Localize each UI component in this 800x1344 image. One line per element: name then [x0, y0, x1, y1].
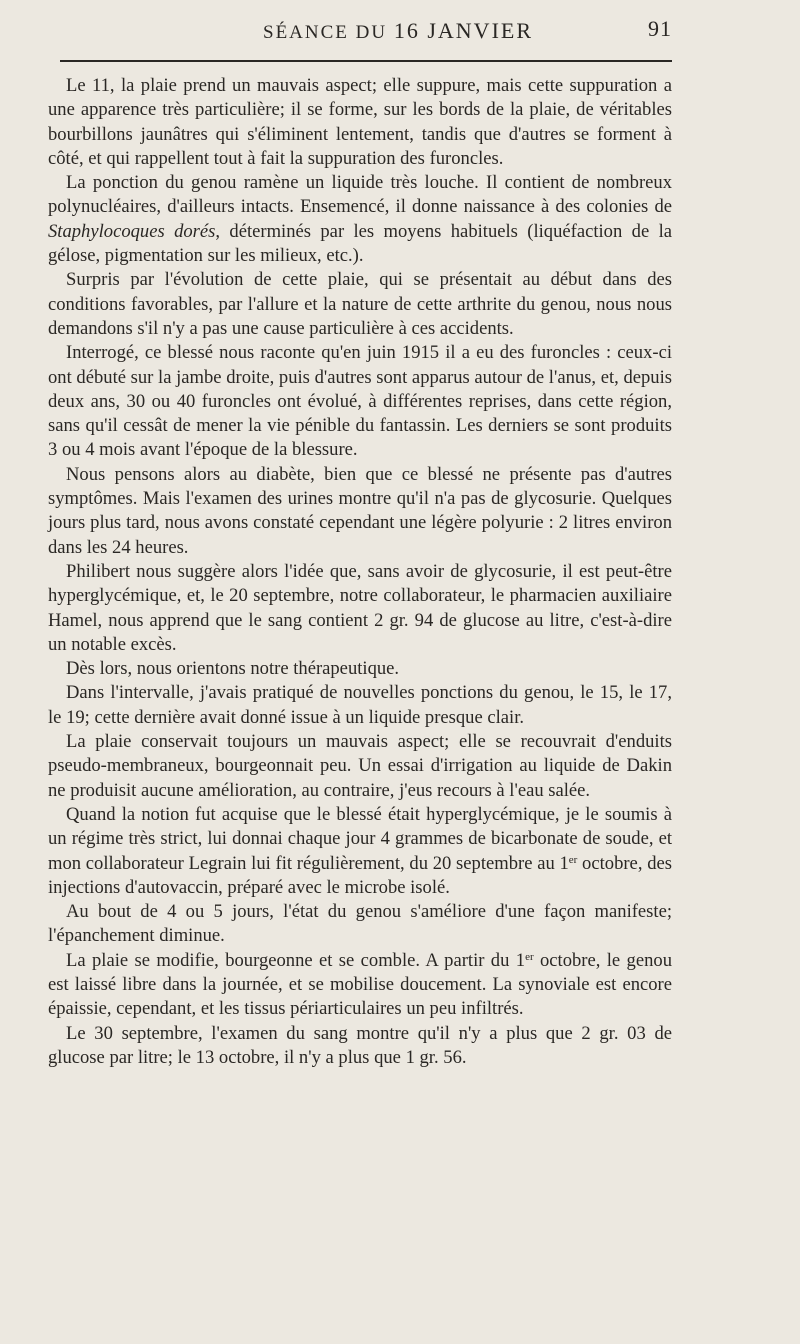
- italic-term: Staphylocoques dorés: [48, 220, 216, 242]
- paragraph: Philibert nous suggère alors l'idée que, sans avoir de glycosurie, il est peut-être hyperglycémique, et, le 20 septembre, notre collaborateur, le pharmacien auxiliaire Hamel, nous apprend que le sang contient 2 gr. 94 de glucose au litre, c'est-à-dire un notable excès.: [48, 560, 672, 655]
- paragraph: Nous pensons alors au diabète, bien que ce blessé ne présente pas d'autres symptômes. Mais l'examen des urines montre qu'il n'a pas de glycosurie. Quelques jours plus tard, nous avons constaté cependant une légère polyurie : 2 litres environ dans les 24 heures.: [48, 463, 672, 558]
- paragraph: Dans l'intervalle, j'avais pratiqué de nouvelles ponctions du genou, le 15, le 17, le 19; cette dernière avait donné issue à un liquide presque clair.: [48, 682, 672, 728]
- paragraph-text: octobre, des injections d'autovaccin, préparé avec le microbe isolé.: [48, 852, 672, 898]
- paragraph-text: La plaie se modifie, bourgeonne et se comble. A partir du 1: [66, 949, 526, 971]
- running-head-text: SÉANCE DU: [263, 22, 388, 43]
- superscript: er: [525, 950, 534, 963]
- page-number: 91: [648, 16, 672, 41]
- paragraph: Au bout de 4 ou 5 jours, l'état du genou s'améliore d'une façon manifeste; l'épanchement diminue.: [48, 901, 672, 947]
- paragraph: Surpris par l'évolution de cette plaie, qui se présentait au début dans des conditions favorables, par l'allure et la nature de cette arthrite du genou, nous nous demandons s'il n'y a pas une cause particulière à ces accidents.: [48, 269, 672, 339]
- paragraph: [48, 949, 672, 1022]
- header-rule: [60, 60, 672, 62]
- running-head: [263, 18, 533, 44]
- paragraph-text: octobre, le genou est laissé libre dans la journée, et se mobilise doucement. La synoviale est encore épaissie, cependant, et les tissus périarticulaires un peu infiltrés.: [48, 949, 672, 1020]
- paragraph: Dès lors, nous orientons notre thérapeutique.: [66, 658, 400, 680]
- paragraph-text: Quand la notion fut acquise que le blessé était hyperglycémique, je le soumis à un régime très strict, lui donnai chaque jour 4 grammes de bicarbonate de soude, et mon collaborateur Legrain lui fit régulièrement, du 20 septembre au 1: [48, 803, 672, 874]
- paragraph: Interrogé, ce blessé nous raconte qu'en juin 1915 il a eu des furoncles : ceux-ci ont débuté sur la jambe droite, puis d'autres sont apparus autour de l'anus, et, depuis deux ans, 30 ou 40 furoncles ont évolué, à différentes reprises, dans cette région, sans qu'il cessât de mener la vie pénible du fantassin. Les derniers se sont produits 3 ou 4 mois avant l'époque de la blessure.: [48, 342, 672, 461]
- paragraph-text: , déterminés par les moyens habituels (liquéfaction de la gélose, pigmentation sur les milieux, etc.).: [48, 220, 672, 267]
- page-header: [48, 14, 672, 48]
- running-head-date: 16 JANVIER: [393, 18, 534, 43]
- paragraph: Le 11, la plaie prend un mauvais aspect; elle suppure, mais cette suppuration a une apparence très particulière; il se forme, sur les bords de la plaie, de véritables bourbillons jaunâtres qui s'éliminent lentement, tandis que d'autres se forment à côté, et qui rappellent tout à fait la suppuration des furoncles.: [48, 75, 672, 169]
- superscript: er: [568, 853, 578, 866]
- paragraph: La plaie conservait toujours un mauvais aspect; elle se recouvrait d'enduits pseudo-membraneux, bourgeonnait peu. Un essai d'irrigation au liquide de Dakin ne produisit aucune amélioration, au contraire, j'eus recours à l'eau salée.: [48, 731, 672, 801]
- body-text: [48, 74, 672, 1070]
- paragraph: [48, 171, 672, 268]
- paragraph: [48, 803, 672, 900]
- paragraph-text: La ponction du genou ramène un liquide très louche. Il contient de nombreux polynucléaires, d'ailleurs intacts. Ensemencé, il donne naissance à des colonies de: [48, 172, 672, 218]
- paragraph: Le 30 septembre, l'examen du sang montre qu'il n'y a plus que 2 gr. 03 de glucose par litre; le 13 octobre, il n'y a plus que 1 gr. 56.: [48, 1022, 672, 1068]
